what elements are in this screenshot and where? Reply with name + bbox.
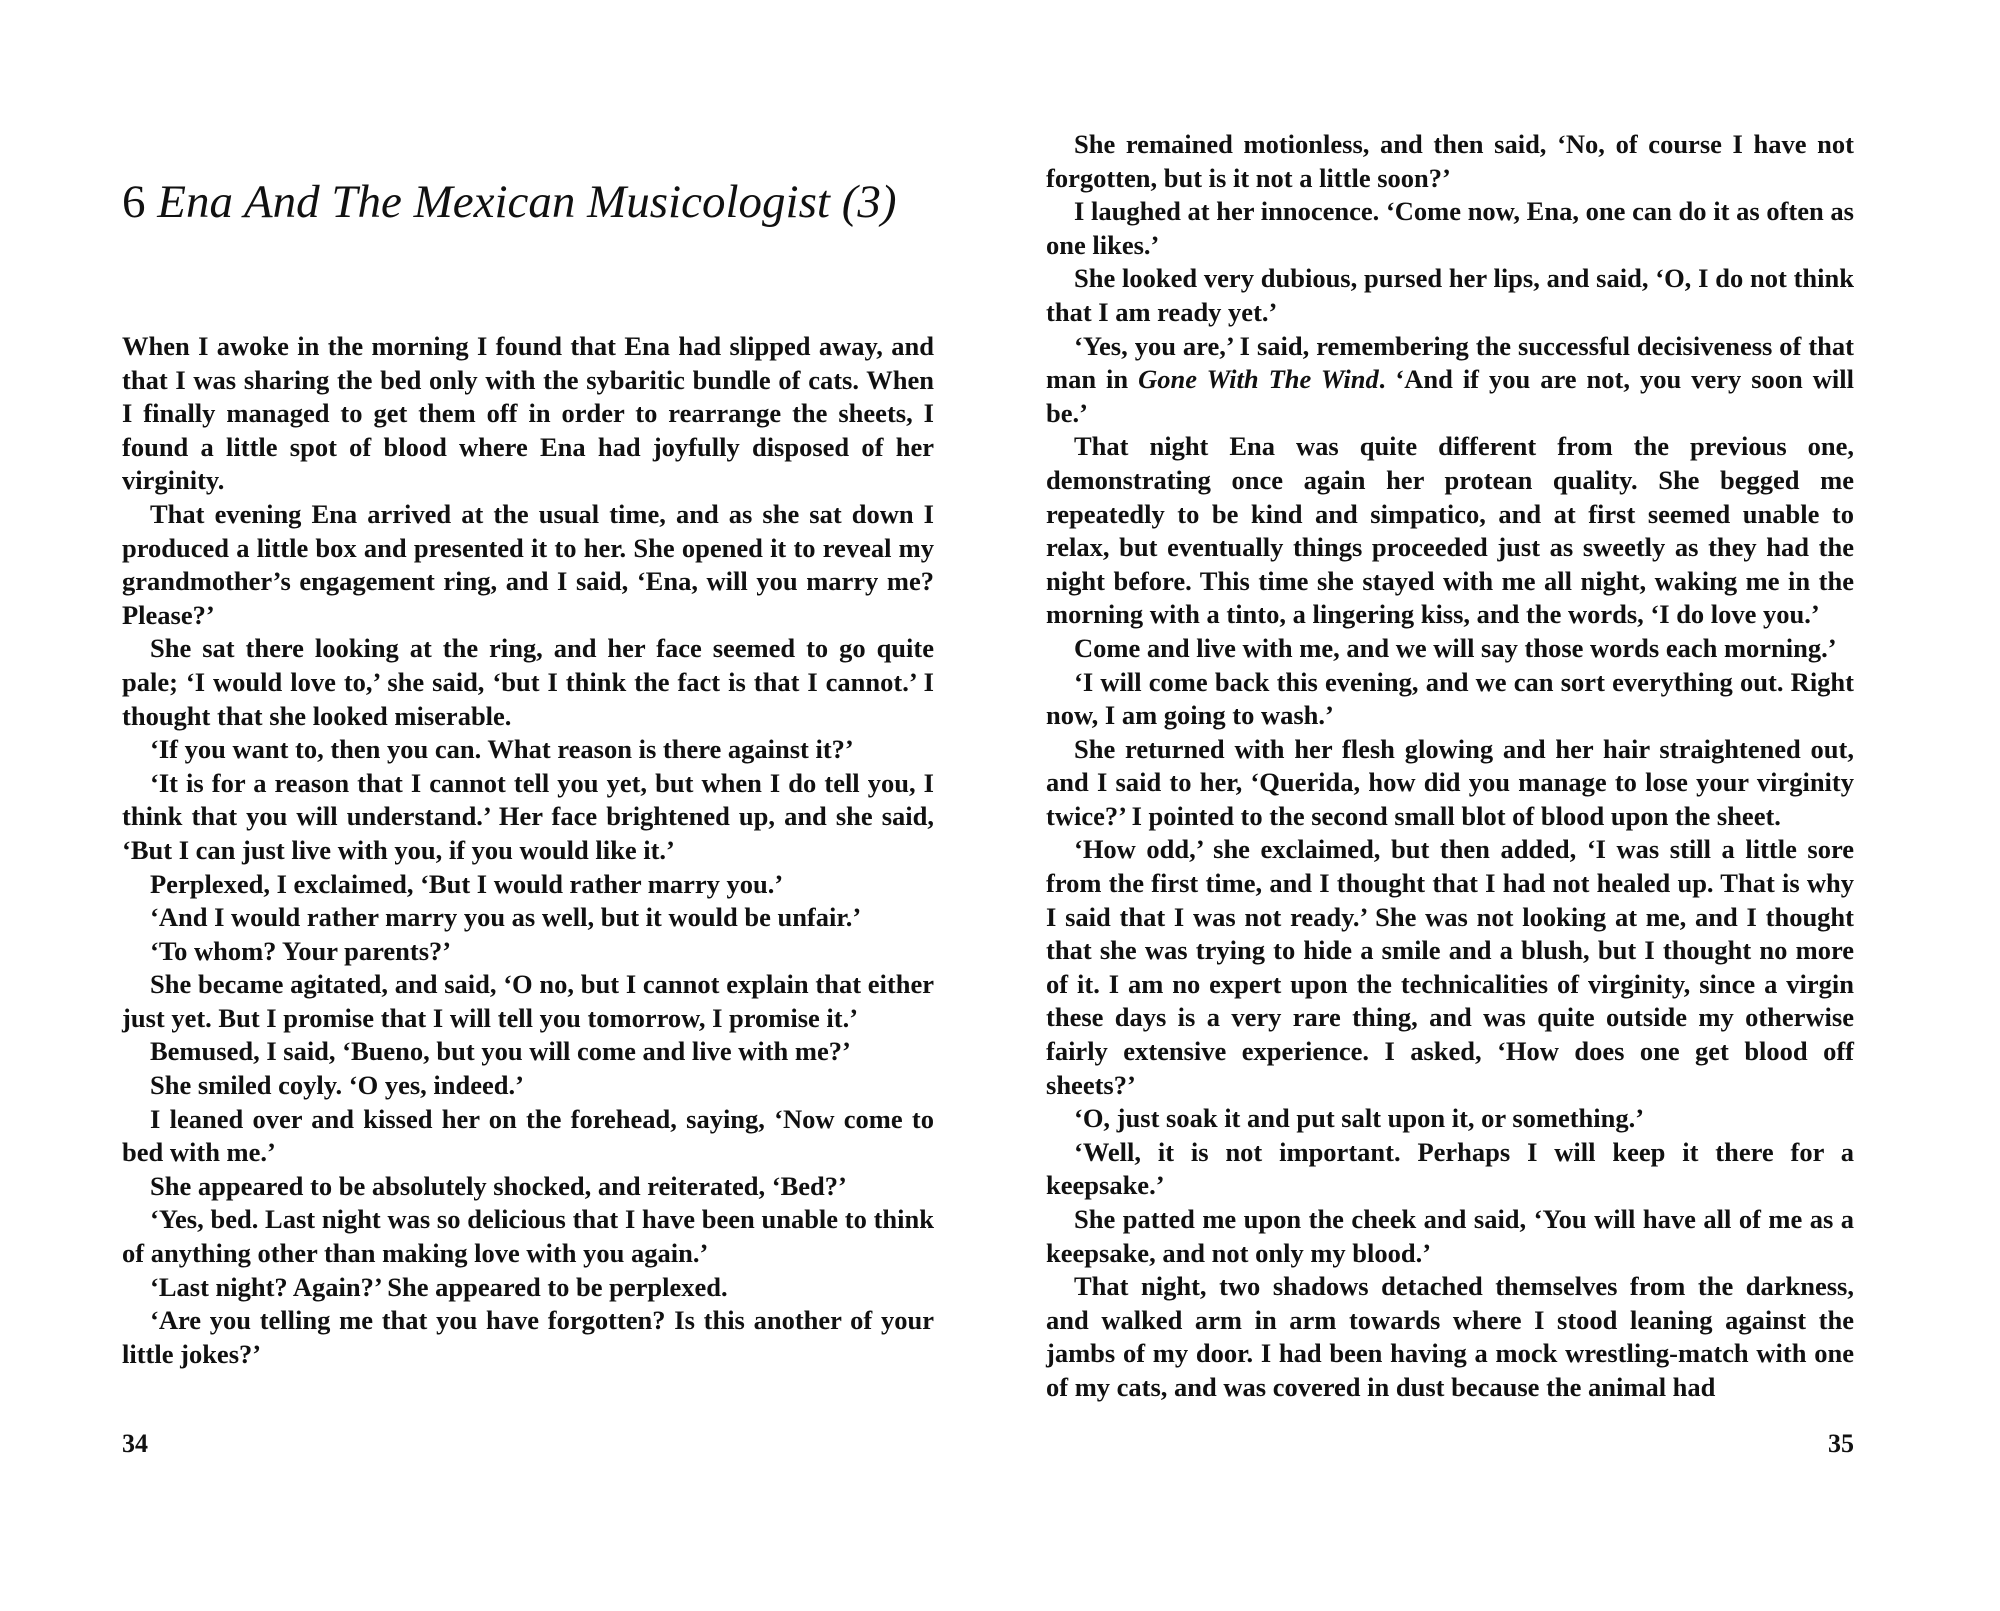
paragraph: Come and live with me, and we will say those words each morning.’ <box>1074 632 1837 663</box>
paragraph: That night, two shadows detached themselves from the darkness, and walked arm in arm towards where I stood leaning against the jambs of my door. I had been having a mock wrestling-match with one of my cats, and was covered in dust because the animal had <box>1046 1271 1854 1402</box>
chapter-number: 6 <box>122 176 146 228</box>
left-page-body <box>122 330 934 1371</box>
paragraph: ‘Yes, bed. Last night was so delicious that I have been unable to think of anything other than making love with you again.’ <box>122 1204 934 1269</box>
paragraph: That evening Ena arrived at the usual time, and as she sat down I produced a little box and presented it to her. She opened it to reveal my grandmother’s engagement ring, and I said, ‘Ena, will you marry me? Please?’ <box>122 498 934 630</box>
paragraph: She patted me upon the cheek and said, ‘You will have all of me as a keepsake, and not only my blood.’ <box>1046 1204 1854 1268</box>
paragraph: She returned with her flesh glowing and her hair straightened out, and I said to her, ‘Querida, how did you manage to lose your virginity twice?’ I pointed to the second small blot of blood upon the sheet. <box>1046 733 1854 831</box>
paragraph: ‘Well, it is not important. Perhaps I will keep it there for a keepsake.’ <box>1046 1136 1854 1201</box>
page-number-right: 35 <box>1828 1429 1854 1458</box>
paragraph: ‘How odd,’ she exclaimed, but then added, ‘I was still a little sore from the first time, and I thought that I had not healed up. That is why I said that I was not ready.’ She was not looking at me, and I thought that she was trying to hide a smile and a blush, but I thought no more of it. I am no expert upon the technicalities of virginity, since a virgin these days is a very rare thing, and was quite outside my otherwise fairly extensive experience. I asked, ‘How does one get blood off sheets?’ <box>1046 834 1854 1100</box>
paragraph: ‘I will come back this evening, and we can sort everything out. Right now, I am going to wash.’ <box>1046 666 1854 731</box>
paragraph: Bemused, I said, ‘Bueno, but you will come and live with me?’ <box>150 1036 851 1067</box>
paragraph <box>1046 330 1854 431</box>
book-title: Gone With The Wind <box>1138 364 1379 395</box>
paragraph: That night Ena was quite different from the previous one, demonstrating once again her protean quality. She begged me repeatedly to be kind and simpatico, and at first seemed unable to relax, but eventually things proceeded just as sweetly as they had the night before. This time she stayed with me all night, waking me in the morning with a tinto, a lingering kiss, and the words, ‘I do love you.’ <box>1046 431 1854 630</box>
paragraph: I leaned over and kissed her on the forehead, saying, ‘Now come to bed with me.’ <box>122 1103 934 1168</box>
paragraph: ‘Are you telling me that you have forgotten? Is this another of your little jokes?’ <box>122 1305 934 1369</box>
paragraph: I laughed at her innocence. ‘Come now, Ena, one can do it as often as one likes.’ <box>1046 196 1854 260</box>
paragraph: When I awoke in the morning I found that Ena had slipped away, and that I was sharing the bed only with the sybaritic bundle of cats. When I finally managed to get them off in order to rearrange the sheets, I found a little spot of blood where Ena had joyfully disposed of her virginity. <box>122 331 934 496</box>
paragraph: Perplexed, I exclaimed, ‘But I would rather marry you.’ <box>150 868 784 899</box>
paragraph: She remained motionless, and then said, ‘No, of course I have not forgotten, but is it not a little soon?’ <box>1046 129 1854 193</box>
page-number-left: 34 <box>122 1429 148 1458</box>
paragraph: She sat there looking at the ring, and her face seemed to go quite pale; ‘I would love to,’ she said, ‘but I think the fact is that I cannot.’ I thought that she looked miserable. <box>122 633 934 731</box>
paragraph: She looked very dubious, pursed her lips, and said, ‘O, I do not think that I am ready yet.’ <box>1046 263 1854 327</box>
paragraph: ‘It is for a reason that I cannot tell you yet, but when I do tell you, I think that you will understand.’ Her face brightened up, and she said, ‘But I can just live with you, if you would like it.’ <box>122 767 934 865</box>
paragraph: ‘Last night? Again?’ She appeared to be perplexed. <box>150 1271 728 1302</box>
paragraph: ‘To whom? Your parents?’ <box>150 935 452 966</box>
paragraph: She smiled coyly. ‘O yes, indeed.’ <box>150 1070 524 1101</box>
paragraph: ‘O, just soak it and put salt upon it, or something.’ <box>1074 1103 1645 1134</box>
chapter-heading <box>122 172 897 232</box>
paragraph: ‘And I would rather marry you as well, but it would be unfair.’ <box>150 902 862 933</box>
chapter-title: Ena And The Mexican Musicologist (3) <box>157 176 897 228</box>
paragraph: ‘If you want to, then you can. What reason is there against it?’ <box>150 734 854 765</box>
paragraph: She appeared to be absolutely shocked, and reiterated, ‘Bed?’ <box>150 1170 847 1201</box>
paragraph-text: . ‘And if you are not, you very soon will be.’ <box>1046 364 1855 428</box>
paragraph: She became agitated, and said, ‘O no, but I cannot explain that either just yet. But I promise that I will tell you tomorrow, I promise it.’ <box>122 969 934 1033</box>
right-page-body <box>1046 128 1854 1405</box>
paragraph-text: ‘Yes, you are,’ I said, remembering the successful decisiveness of that man in <box>1046 330 1854 395</box>
